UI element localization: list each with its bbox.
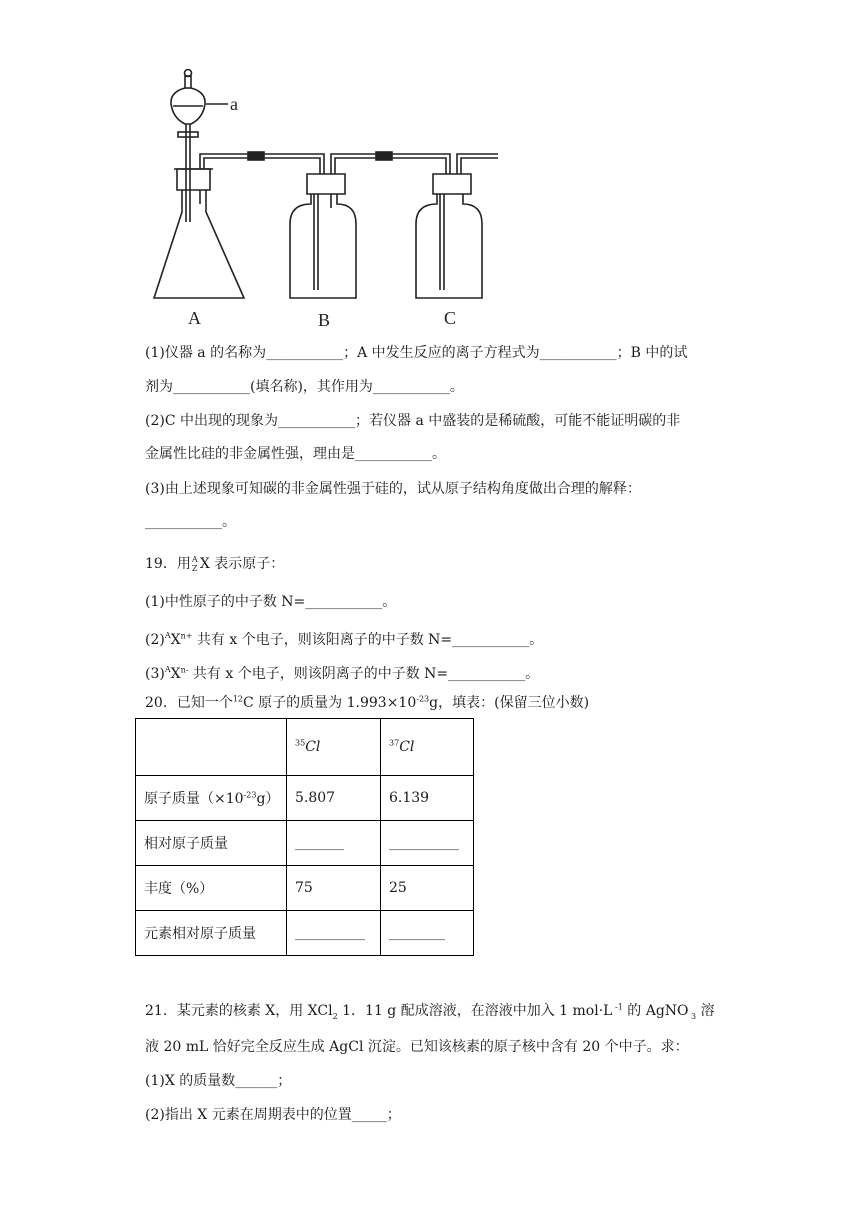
table-row xyxy=(136,821,474,866)
q18-part1-line2: 剂为___________(填名称)，其作用为___________。 xyxy=(145,379,464,395)
q18-part3-line2: ___________。 xyxy=(145,514,236,530)
table-cell: 原子质量$(\times 10^{-23}g)$ xyxy=(136,776,287,821)
isotope-table xyxy=(135,718,474,956)
table-row xyxy=(136,911,474,956)
label-a: a xyxy=(230,94,238,114)
table-cell: _______ xyxy=(287,821,381,866)
table-cell: $^{37}$Cl xyxy=(381,719,474,776)
conical-flask-a xyxy=(154,169,244,298)
table-cell: 6.139 xyxy=(381,776,474,821)
gas-bottle-b xyxy=(290,174,356,298)
table-row xyxy=(136,776,474,821)
label-bottle-b: B xyxy=(318,310,331,330)
table-cell: 5.807 xyxy=(287,776,381,821)
label-bottle-c: C xyxy=(444,308,457,328)
label-flask-a: A xyxy=(188,308,201,328)
table-cell: ________ xyxy=(381,911,474,956)
q18-part3-line1: (3)由上述现象可知碳的非金属性强于硅的，试从原子结构角度做出合理的解释： xyxy=(145,481,641,497)
q21-part2: (2)指出 X 元素在周期表中的位置_____； xyxy=(145,1107,401,1123)
apparatus-figure xyxy=(140,62,520,334)
q19-heading: 19．用 A Z X 表示原子： xyxy=(145,555,285,573)
q18-part2-line2: 金属性比硅的非金属性强，理由是___________。 xyxy=(145,446,446,462)
q21-line1: 21．某元素的核素 X，用 XCl$_2$ 1．11 g 配成溶液，在溶液中加入 1 mol·L $^{-1}$ 的 AgNO $_3$ 溶 xyxy=(145,1002,715,1021)
q21-part1: (1)X 的质量数______； xyxy=(145,1073,292,1089)
q21-line2: 液 20 mL 恰好完全反应生成 AgCl 沉淀。已知该核素的原子核中含有 20 个中子。求： xyxy=(145,1039,689,1055)
nuclide-notation: A Z xyxy=(191,555,198,573)
table-cell: $^{35}$Cl xyxy=(287,719,381,776)
table-cell: 丰度（%） xyxy=(136,866,287,911)
gas-bottle-c xyxy=(416,154,498,298)
q18-part1-line1: (1)仪器 a 的名称为___________；A 中发生反应的离子方程式为___________；B 中的试 xyxy=(145,345,688,361)
table-cell: 元素相对原子质量 xyxy=(136,911,287,956)
table-cell: 相对原子质量 xyxy=(136,821,287,866)
table-cell xyxy=(136,719,287,776)
q19-part3: $(3)^AX^{n-}$ 共有 x 个电子，则该阴离子的中子数 N=___________。 xyxy=(145,665,540,682)
table-row xyxy=(136,866,474,911)
q19-part1: (1)中性原子的中子数 N=___________。 xyxy=(145,594,397,610)
table-row xyxy=(136,719,474,776)
table-cell: 25 xyxy=(381,866,474,911)
q20-heading: 20．已知一个$^{12}$C 原子的质量为 $1.993\times 10^{-23}g$，填表：(保留三位小数) xyxy=(145,694,590,711)
q19-part2: $(2)^AX^{n+}$ 共有 x 个电子，则该阳离子的中子数 N=___________。 xyxy=(145,631,544,648)
table-cell: __________ xyxy=(381,821,474,866)
table-cell: 75 xyxy=(287,866,381,911)
q18-part2-line1: (2)C 中出现的现象为___________；若仪器 a 中盛装的是稀硫酸，可能不能证明碳的非 xyxy=(145,413,681,429)
table-cell: __________ xyxy=(287,911,381,956)
